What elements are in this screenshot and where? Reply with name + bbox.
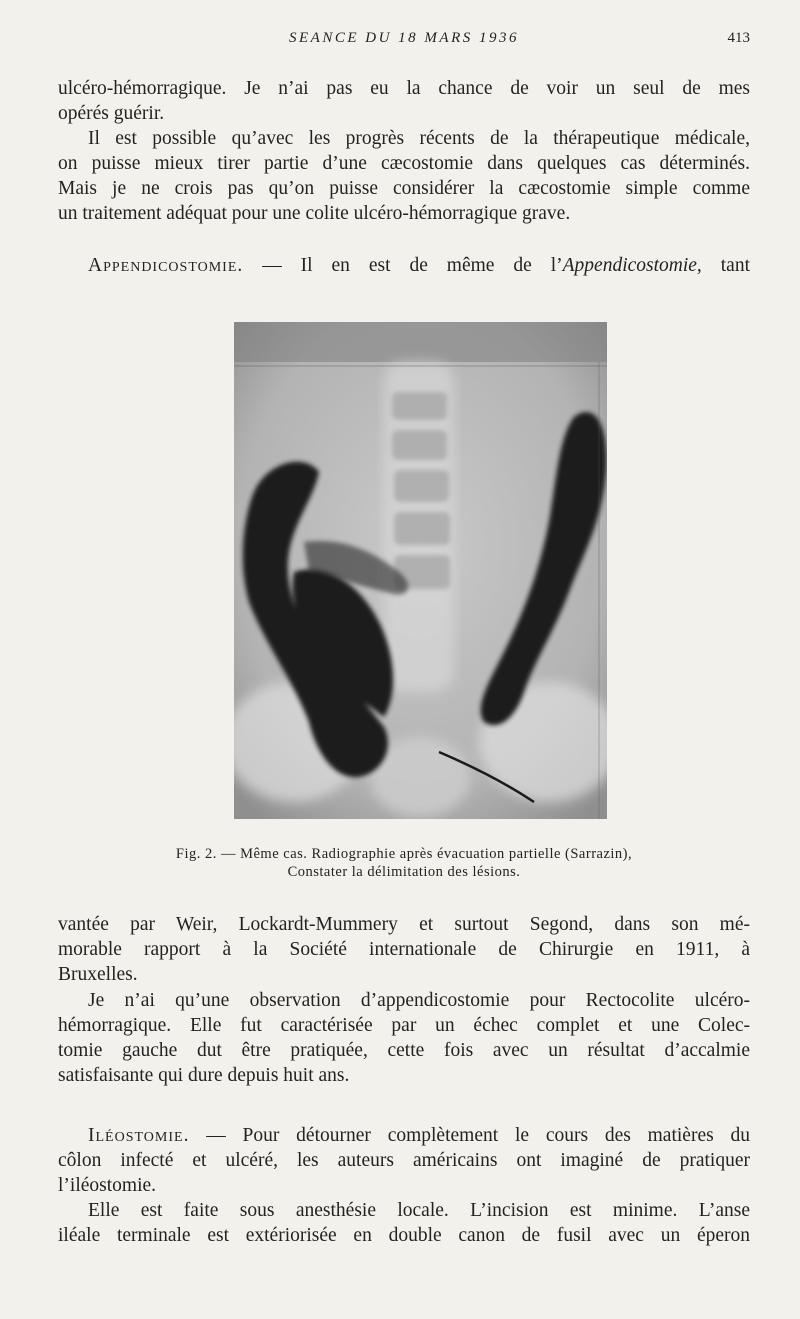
figure-caption — [58, 845, 750, 881]
italic-term: Appendicostomie, — [562, 255, 702, 276]
inline-text: — Il en est de même de l’ — [243, 255, 563, 276]
running-title: SEANCE DU 18 MARS 1936 — [289, 30, 519, 46]
text-line: morable rapport à la Société internationale de Chirurgie en 1911, à — [58, 939, 750, 960]
text-line: Je n’ai qu’une observation d’appendicostomie pour Rectocolite ulcéro- — [88, 990, 750, 1011]
section-heading: Iléostomie. — [88, 1125, 190, 1146]
text-line: vantée par Weir, Lockardt-Mummery et surtout Segond, dans son mé- — [58, 914, 750, 935]
section-heading: Appendicostomie. — [88, 255, 244, 276]
caption-line-2: Constater la délimitation des lésions. — [287, 864, 521, 880]
text-line: l’iléostomie. — [58, 1175, 157, 1196]
paragraph-7 — [58, 1198, 750, 1248]
text-line: un traitement adéquat pour une colite ulcéro-hémorragique grave. — [58, 203, 571, 224]
text-line: on puisse mieux tirer partie d’une cæcostomie dans quelques cas déterminés. — [58, 153, 750, 174]
text-line: Elle est faite sous anesthésie locale. L’incision est minime. L’anse — [88, 1200, 750, 1221]
text-line — [58, 253, 750, 278]
text-line: ulcéro-hémorragique. Je n’ai pas eu la chance de voir un seul de mes — [58, 78, 750, 99]
inline-text: — Pour détourner complètement le cours des matières du — [189, 1125, 750, 1146]
paragraph-2 — [58, 126, 750, 226]
text-line: opérés guérir. — [58, 103, 165, 124]
paragraph-ileostomie — [58, 1123, 750, 1198]
paragraph-5 — [58, 988, 750, 1088]
paragraph-appendicostomie — [58, 253, 750, 278]
text-line: tomie gauche dut être pratiquée, cette fois avec un résultat d’accalmie — [58, 1040, 750, 1061]
radiograph-figure — [234, 322, 607, 819]
text-line: iléale terminale est extériorisée en double canon de fusil avec un éperon — [58, 1225, 750, 1246]
text-line — [58, 1123, 750, 1148]
text-line: Mais je ne crois pas qu’on puisse considérer la cæcostomie simple comme — [58, 178, 750, 199]
caption-line-1: Fig. 2. — Même cas. Radiographie après évacuation partielle (Sarrazin), — [175, 846, 633, 862]
inline-text: tant — [701, 255, 750, 276]
paragraph-1 — [58, 76, 750, 126]
text-line: hémorragique. Elle fut caractérisée par un échec complet et une Colec- — [58, 1015, 750, 1036]
text-line: Il est possible qu’avec les progrès récents de la thérapeutique médicale, — [88, 128, 750, 149]
running-header — [58, 30, 750, 52]
radiograph-image — [234, 322, 607, 819]
page-number: 413 — [727, 30, 750, 46]
text-line: côlon infecté et ulcéré, les auteurs américains ont imaginé de pratiquer — [58, 1150, 750, 1171]
paragraph-4 — [58, 912, 750, 987]
text-line: Bruxelles. — [58, 964, 138, 985]
text-line: satisfaisante qui dure depuis huit ans. — [58, 1065, 350, 1086]
